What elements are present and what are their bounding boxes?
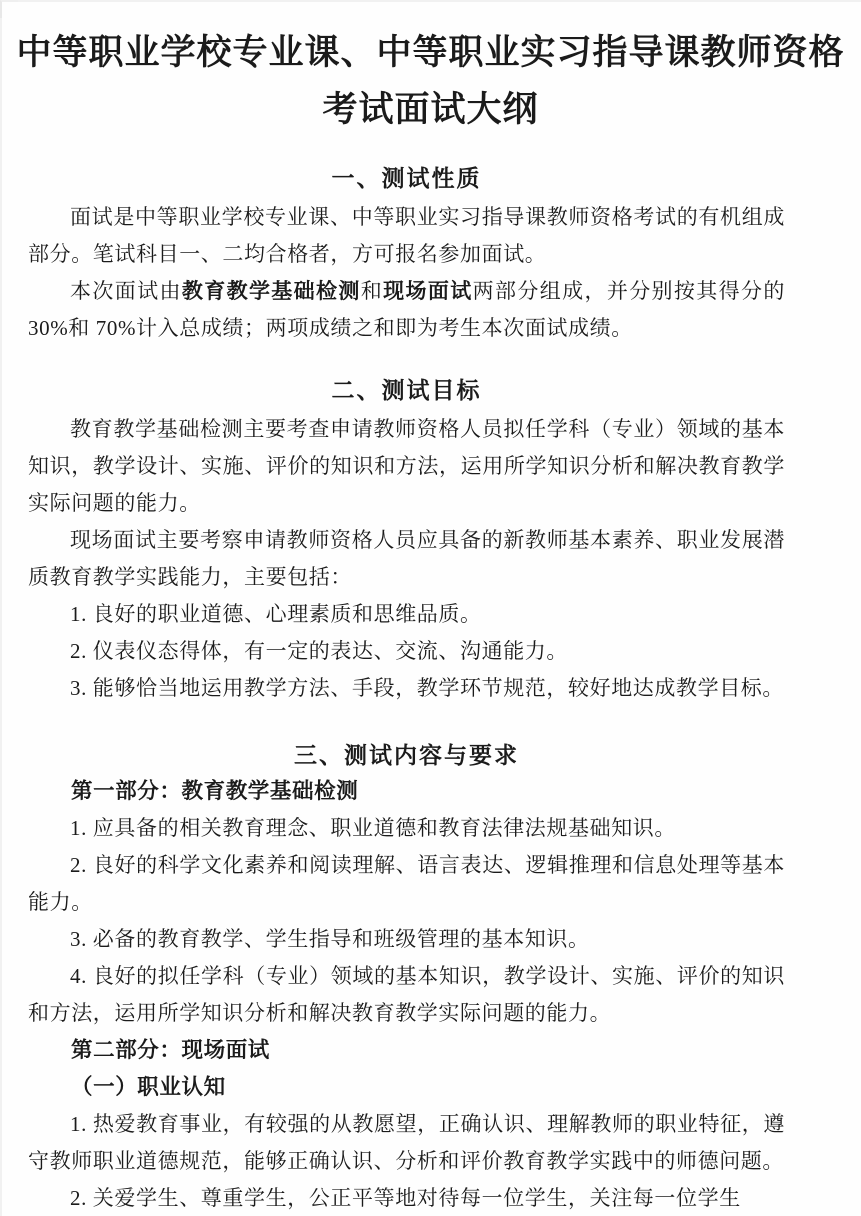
document-title-line1: 中等职业学校专业课、中等职业实习指导课教师资格 [16, 33, 845, 72]
paragraph-text: 本次面试由 [70, 279, 182, 303]
part-1-heading: 第一部分：教育教学基础检测 [71, 779, 359, 803]
paragraph-text: 两部分组成，并分别按其得分的30%和 70%计入总成绩；两项成绩之和即为考生本次面试成绩。 [28, 279, 785, 340]
list-item: 1. 应具备的相关教育理念、职业道德和教育法律法规基础知识。 [70, 816, 676, 840]
subsection-1-heading: （一）职业认知 [71, 1075, 226, 1099]
document-title [0, 0, 861, 138]
section-1-heading: 一、测试性质 [331, 165, 482, 191]
list-item: 3. 能够恰当地运用教学方法、手段，教学环节规范，较好地达成教学目标。 [70, 676, 784, 700]
list-item: 2. 仪表仪态得体，有一定的表达、交流、沟通能力。 [70, 639, 568, 663]
document-title-line2: 考试面试大纲 [322, 90, 539, 129]
document-body [0, 160, 861, 1216]
section-2-paragraph-1: 教育教学基础检测主要考查申请教师资格人员拟任学科（专业）领域的基本知识，教学设计、实施、评价的知识和方法，运用所学知识分析和解决教育教学实际问题的能力。 [28, 417, 785, 515]
section-1-paragraph-2 [28, 273, 785, 347]
term-education-teaching-basic-test: 教育教学基础检测 [181, 280, 361, 303]
list-item: 2. 关爱学生、尊重学生，公正平等地对待每一位学生，关注每一位学生 [70, 1186, 741, 1210]
list-item: 3. 必备的教育教学、学生指导和班级管理的基本知识。 [70, 927, 590, 951]
list-item: 1. 热爱教育事业，有较强的从教愿望，正确认识、理解教师的职业特征，遵守教师职业道德规范，能够正确认识、分析和评价教育教学实践中的师德问题。 [28, 1112, 785, 1173]
part-2-heading: 第二部分：现场面试 [71, 1038, 270, 1062]
paragraph-text: 和 [360, 279, 384, 303]
list-item: 2. 良好的科学文化素养和阅读理解、语言表达、逻辑推理和信息处理等基本能力。 [28, 853, 785, 914]
list-item: 1. 良好的职业道德、心理素质和思维品质。 [70, 602, 482, 626]
section-3-heading: 三、测试内容与要求 [294, 742, 519, 768]
section-2-heading: 二、测试目标 [331, 377, 482, 403]
section-1-paragraph-1: 面试是中等职业学校专业课、中等职业实习指导课教师资格考试的有机组成部分。笔试科目一、二均合格者，方可报名参加面试。 [28, 205, 785, 266]
list-item: 4. 良好的拟任学科（专业）领域的基本知识，教学设计、实施、评价的知识和方法，运用所学知识分析和解决教育教学实际问题的能力。 [28, 964, 785, 1025]
term-onsite-interview: 现场面试 [383, 280, 473, 303]
section-2-paragraph-2: 现场面试主要考察申请教师资格人员应具备的新教师基本素养、职业发展潜质教育教学实践能力，主要包括： [28, 528, 785, 589]
